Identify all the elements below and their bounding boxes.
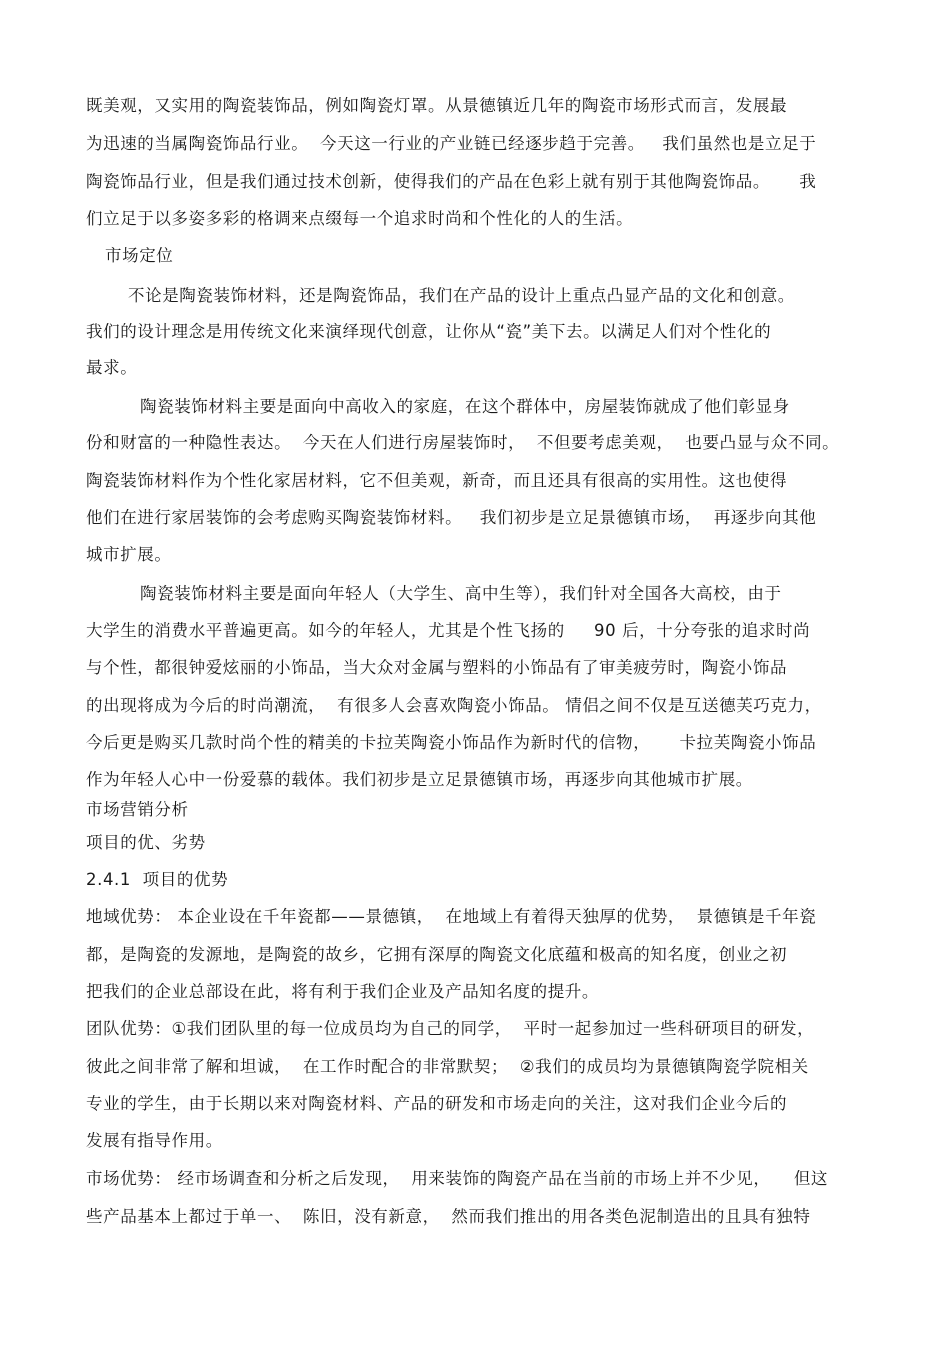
- section-heading: 市场营销分析: [86, 800, 189, 819]
- paragraph-line: 陶瓷装饰材料主要是面向年轻人（大学生、高中生等），我们针对全国各大高校，由于: [140, 584, 782, 603]
- paragraph-line: 的出现将成为今后的时尚潮流， 有很多人会喜欢陶瓷小饰品。 情侣之间不仅是互送德芙巧克力，: [86, 696, 822, 715]
- paragraph-line: 作为年轻人心中一份爱慕的载体。我们初步是立足景德镇市场，再逐步向其他城市扩展。: [86, 770, 753, 789]
- paragraph-line: 地域优势： 本企业设在千年瓷都——景德镇， 在地域上有着得天独厚的优势， 景德镇是千年瓷: [86, 907, 817, 926]
- paragraph-line: 今后更是购买几款时尚个性的精美的卡拉芙陶瓷小饰品作为新时代的信物， 卡拉芙陶瓷小饰品: [86, 733, 817, 752]
- paragraph-line: 陶瓷装饰材料主要是面向中高收入的家庭，在这个群体中，房屋装饰就成了他们彰显身: [140, 397, 790, 416]
- section-heading: 项目的优、劣势: [86, 833, 206, 852]
- subsection-heading: 2.4.1 项目的优势: [86, 870, 229, 889]
- paragraph-line: 专业的学生，由于长期以来对陶瓷材料、产品的研发和市场走向的关注，这对我们企业今后的: [86, 1094, 788, 1113]
- paragraph-line: 份和财富的一种隐性表达。 今天在人们进行房屋装饰时， 不但要考虑美观， 也要凸显与众不同。: [86, 433, 840, 452]
- paragraph-line: 团队优势：①我们团队里的每一位成员均为自己的同学， 平时一起参加过一些科研项目的研发，: [86, 1019, 815, 1038]
- paragraph-line: 既美观，又实用的陶瓷装饰品，例如陶瓷灯罩。从景德镇近几年的陶瓷市场形式而言，发展最: [86, 96, 788, 115]
- paragraph-line: 不论是陶瓷装饰材料，还是陶瓷饰品，我们在产品的设计上重点凸显产品的文化和创意。: [128, 286, 795, 305]
- paragraph-line: 陶瓷装饰材料作为个性化家居材料，它不但美观，新奇，而且还具有很高的实用性。这也使得: [86, 471, 788, 490]
- paragraph-line: 我们的设计理念是用传统文化来演绎现代创意，让你从“瓷”美下去。以满足人们对个性化的: [86, 322, 772, 341]
- paragraph-line: 们立足于以多姿多彩的格调来点缀每一个追求时尚和个性化的人的生活。: [86, 209, 634, 228]
- paragraph-line: 都，是陶瓷的发源地，是陶瓷的故乡，它拥有深厚的陶瓷文化底蕴和极高的知名度，创业之初: [86, 945, 788, 964]
- paragraph-line: 为迅速的当属陶瓷饰品行业。 今天这一行业的产业链已经逐步趋于完善。 我们虽然也是立足于: [86, 134, 817, 153]
- paragraph-line: 与个性，都很钟爱炫丽的小饰品，当大众对金属与塑料的小饰品有了审美疲劳时，陶瓷小饰品: [86, 658, 788, 677]
- paragraph-line: 些产品基本上都过于单一、 陈旧，没有新意， 然而我们推出的用各类色泥制造出的且具有独特: [86, 1207, 811, 1226]
- paragraph-line: 大学生的消费水平普遍更高。如今的年轻人，尤其是个性飞扬的 90 后，十分夸张的追求时尚: [86, 621, 811, 640]
- paragraph-line: 最求。: [86, 358, 138, 377]
- paragraph-line: 彼此之间非常了解和坦诚， 在工作时配合的非常默契； ②我们的成员均为景德镇陶瓷学院相关: [86, 1057, 809, 1076]
- paragraph-line: 把我们的企业总部设在此，将有利于我们企业及产品知名度的提升。: [86, 982, 599, 1001]
- paragraph-line: 他们在进行家居装饰的会考虑购买陶瓷装饰材料。 我们初步是立足景德镇市场， 再逐步向其他: [86, 508, 817, 527]
- paragraph-line: 城市扩展。: [86, 545, 172, 564]
- paragraph-line: 陶瓷饰品行业，但是我们通过技术创新，使得我们的产品在色彩上就有别于其他陶瓷饰品。 我: [86, 172, 817, 191]
- section-heading: 市场定位: [105, 246, 174, 265]
- paragraph-line: 发展有指导作用。: [86, 1131, 223, 1150]
- paragraph-line: 市场优势： 经市场调查和分析之后发现， 用来装饰的陶瓷产品在当前的市场上并不少见， 但这: [86, 1169, 829, 1188]
